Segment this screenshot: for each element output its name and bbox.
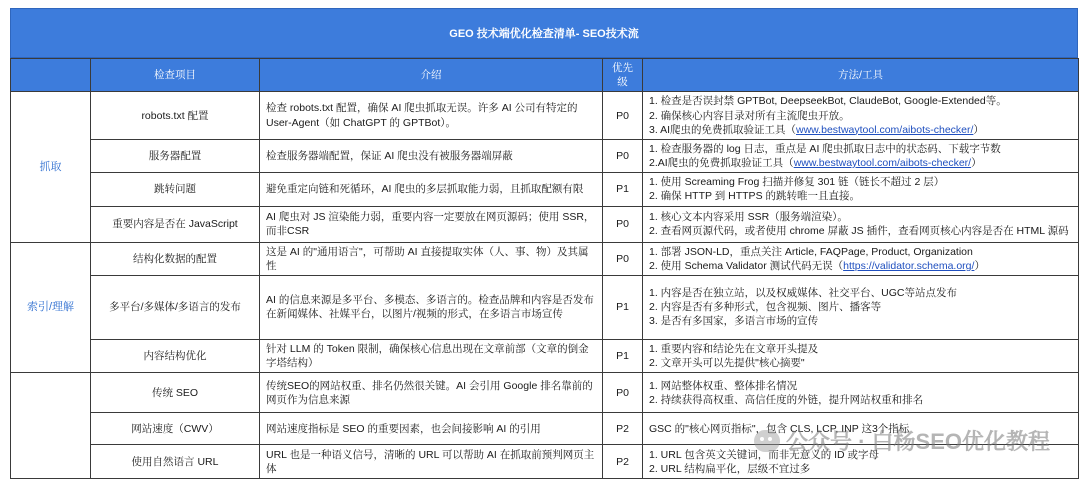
category-cell	[11, 373, 91, 479]
method-text: 3. 是否有多国家，多语言市场的宣传	[649, 315, 819, 328]
check-item: 使用自然语言 URL	[91, 445, 260, 479]
method-text: 1. 网站整体权重、整体排名情况	[649, 379, 798, 392]
check-item: 传统 SEO	[91, 373, 260, 413]
method-text: 1. 核心文本内容采用 SSR（服务端渲染）。	[649, 210, 848, 223]
tool-link[interactable]: www.bestwaytool.com/aibots-checker/	[793, 157, 972, 170]
item-intro: 针对 LLM 的 Token 限制，确保核心信息出现在文章前部（文章的倒金字塔结构）	[260, 339, 603, 372]
method-cell	[643, 242, 1079, 275]
table-row	[11, 242, 1079, 275]
tool-link[interactable]: https://validator.schema.org/	[843, 259, 975, 272]
method-line	[649, 109, 1072, 123]
category-cell: 抓取	[11, 92, 91, 242]
method-text: 2. 使用 Schema Validator 测试代码无误（	[649, 259, 844, 272]
check-item: 内容结构优化	[91, 339, 260, 372]
priority-badge: P1	[603, 275, 643, 339]
item-intro: 检查 robots.txt 配置，确保 AI 爬虫抓取无误。许多 AI 公司有特定的 User-Agent（如 ChatGPT 的 GPTBot）。	[260, 92, 603, 140]
method-text: 2. 内容是否有多种形式，包含视频、图片、播客等	[649, 301, 882, 314]
table-row	[11, 206, 1079, 242]
method-cell	[643, 339, 1079, 372]
method-cell	[643, 92, 1079, 140]
priority-badge: P0	[603, 92, 643, 140]
method-text: 2. URL 结构扁平化，层级不宜过多	[649, 462, 811, 475]
method-cell	[643, 206, 1079, 242]
method-text: 3. AI爬虫的免费抓取验证工具（	[649, 123, 797, 136]
check-item: 结构化数据的配置	[91, 242, 260, 275]
method-cell	[643, 275, 1079, 339]
method-line	[649, 259, 1072, 273]
header-item: 检查项目	[91, 59, 260, 92]
method-text: 1. 重要内容和结论先在文章开头提及	[649, 342, 819, 355]
method-line	[649, 379, 1072, 393]
method-text: 2. 查看网页源代码，或者使用 chrome 屏蔽 JS 插件，查看网页核心内容是否在 HTML 源码	[649, 225, 1069, 238]
method-line	[649, 175, 1072, 189]
check-item: 多平台/多媒体/多语言的发布	[91, 275, 260, 339]
method-text: 1. 部署 JSON-LD，重点关注 Article, FAQPage, Product, Organization	[649, 245, 973, 258]
method-line	[649, 342, 1072, 356]
method-text: 1. 检查服务器的 log 日志，重点是 AI 爬虫抓取日志中的状态码、下载字节数	[649, 142, 1001, 155]
method-line	[649, 286, 1072, 300]
method-text: 1. URL 包含英文关键词，而非无意义的 ID 或字母	[649, 448, 880, 461]
table-row	[11, 373, 1079, 413]
method-cell	[643, 373, 1079, 413]
method-line	[649, 189, 1072, 203]
table-row	[11, 275, 1079, 339]
method-line	[649, 156, 1072, 170]
method-line	[649, 245, 1072, 259]
table-row	[11, 413, 1079, 445]
item-intro: AI 爬虫对 JS 渲染能力弱，重要内容一定要放在网页源码；使用 SSR，而非CSR	[260, 206, 603, 242]
method-line	[649, 210, 1072, 224]
item-intro: URL 也是一种语义信号，清晰的 URL 可以帮助 AI 在抓取前预判网页主体	[260, 445, 603, 479]
method-cell	[643, 413, 1079, 445]
method-text: GSC 的"核心网页指标"，包含 CLS, LCP, INP 这3个指标	[649, 422, 910, 435]
check-item: robots.txt 配置	[91, 92, 260, 140]
method-line	[649, 448, 1072, 462]
header-priority: 优先级	[603, 59, 643, 92]
table-row	[11, 445, 1079, 479]
priority-badge: P0	[603, 373, 643, 413]
item-intro: 避免重定向链和死循环，AI 爬虫的多层抓取能力弱，且抓取配额有限	[260, 173, 603, 206]
watermark-text: 公众号 · 白杨SEO优化教程	[785, 429, 1050, 454]
header-category	[11, 59, 91, 92]
priority-badge: P2	[603, 445, 643, 479]
method-line	[649, 314, 1072, 328]
method-text: 1. 使用 Screaming Frog 扫描并修复 301 链（链长不超过 2 层）	[649, 176, 945, 189]
header-intro: 介绍	[260, 59, 603, 92]
priority-badge: P0	[603, 242, 643, 275]
method-line	[649, 142, 1072, 156]
sheet-title: GEO 技术端优化检查清单- SEO技术流	[10, 8, 1078, 58]
table-row	[11, 139, 1079, 172]
item-intro: 检查服务器端配置，保证 AI 爬虫没有被服务器端屏蔽	[260, 139, 603, 172]
method-line	[649, 123, 1072, 137]
priority-badge: P1	[603, 339, 643, 372]
category-cell: 索引/理解	[11, 242, 91, 373]
method-text: 1. 检查是否误封禁 GPTBot, DeepseekBot, ClaudeBot, Google-Extended等。	[649, 95, 1007, 108]
method-line	[649, 422, 1072, 436]
method-text: 2. 确保 HTTP 到 HTTPS 的跳转唯一且直接。	[649, 190, 860, 203]
method-line	[649, 300, 1072, 314]
method-cell	[643, 445, 1079, 479]
table-row	[11, 173, 1079, 206]
method-cell	[643, 139, 1079, 172]
item-intro: AI 的信息来源是多平台、多模态、多语言的。检查品牌和内容是否发布在新闻媒体、社媒平台，以图片/视频的形式，在多语言市场宣传	[260, 275, 603, 339]
table-row	[11, 92, 1079, 140]
check-item: 网站速度（CWV）	[91, 413, 260, 445]
method-text: 2.AI爬虫的免费抓取验证工具（	[649, 157, 794, 170]
method-text: 2. 确保核心内容目录对所有主流爬虫开放。	[649, 109, 850, 122]
priority-badge: P1	[603, 173, 643, 206]
tool-link[interactable]: www.bestwaytool.com/aibots-checker/	[796, 123, 974, 136]
method-line	[649, 224, 1072, 238]
item-intro: 这是 AI 的"通用语言"，可帮助 AI 直接提取实体（人、事、物）及其属性	[260, 242, 603, 275]
method-tail: ）	[974, 259, 985, 272]
method-tail: ）	[971, 157, 982, 170]
check-item: 重要内容是否在 JavaScript	[91, 206, 260, 242]
method-text: 2. 持续获得高权重、高信任度的外链，提升网站权重和排名	[649, 393, 924, 406]
checklist-table	[10, 58, 1079, 479]
method-text: 1. 内容是否在独立站，以及权威媒体、社交平台、UGC等站点发布	[649, 287, 958, 300]
item-intro: 传统SEO的网站权重、排名仍然很关键。AI 会引用 Google 排名靠前的网页作为信息来源	[260, 373, 603, 413]
method-cell	[643, 173, 1079, 206]
item-intro: 网站速度指标是 SEO 的重要因素，也会间接影响 AI 的引用	[260, 413, 603, 445]
method-text: 2. 文章开头可以先提供"核心摘要"	[649, 357, 805, 370]
method-line	[649, 393, 1072, 407]
header-method: 方法/工具	[643, 59, 1079, 92]
header-row	[11, 59, 1079, 92]
check-item: 跳转问题	[91, 173, 260, 206]
method-line	[649, 94, 1072, 108]
priority-badge: P0	[603, 139, 643, 172]
method-line	[649, 462, 1072, 476]
priority-badge: P0	[603, 206, 643, 242]
priority-badge: P2	[603, 413, 643, 445]
check-item: 服务器配置	[91, 139, 260, 172]
method-line	[649, 356, 1072, 370]
table-row	[11, 339, 1079, 372]
method-tail: ）	[973, 123, 984, 136]
